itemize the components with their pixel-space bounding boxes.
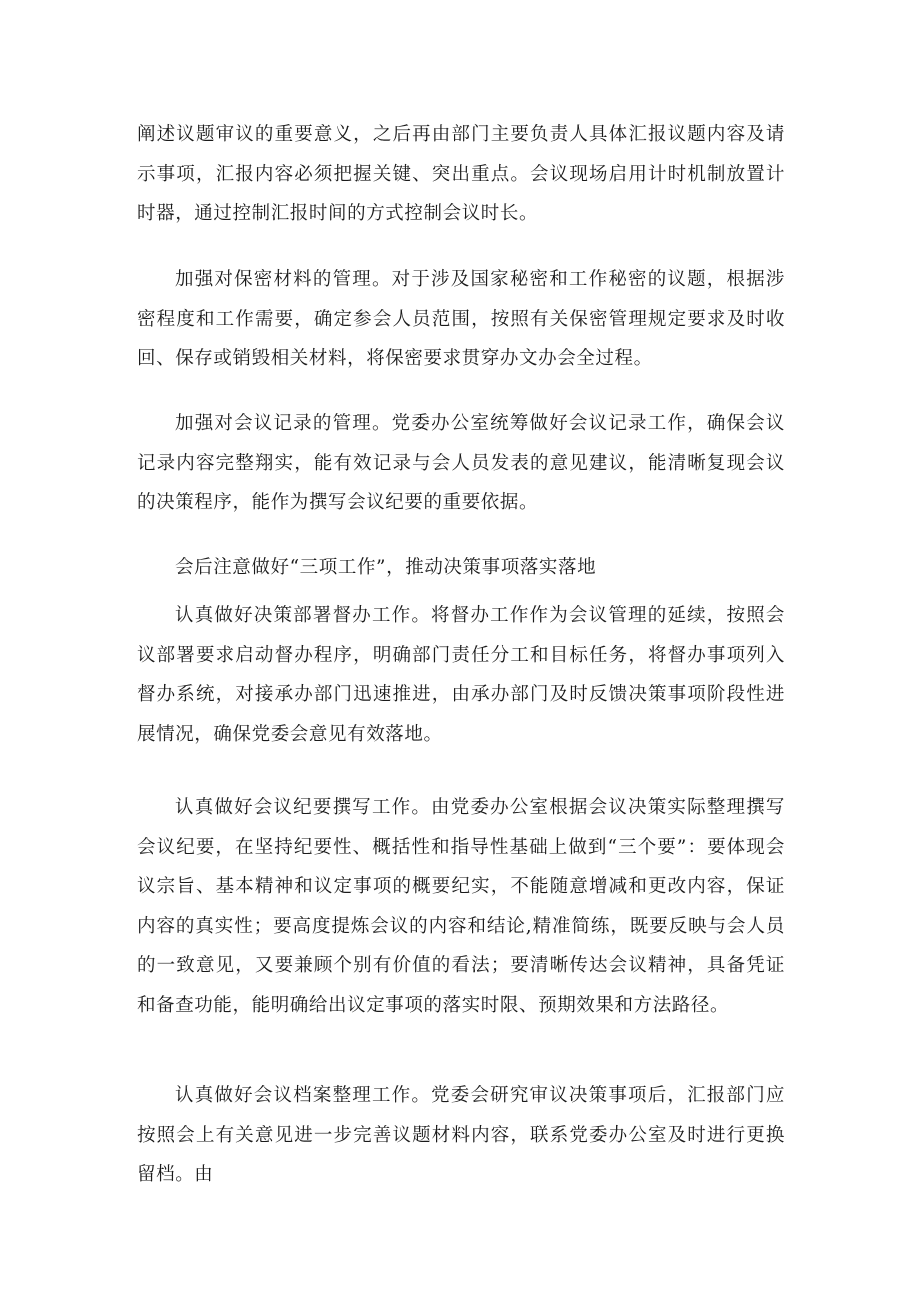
- paragraph-meeting-records: 加强对会议记录的管理。党委办公室统筹做好会议记录工作，确保会议记录内容完整翔实，能有效记录与会人员发表的意见建议，能清晰复现会议的决策程序，能作为撰写会议纪要的重要依据。: [137, 413, 785, 513]
- paragraph-meeting-minutes: 认真做好会议纪要撰写工作。由党委办公室根据会议决策实际整理撰写会议纪要，在坚持纪要性、概括性和指导性基础上做到“三个要”：要体现会议宗旨、基本精神和议定事项的概要纪实，不能随意增减和更改内容，保证内容的真实性；要高度提炼会议的内容和结论,精准简练，既要反映与会人员的一致意见，又要兼顾个别有价值的看法；要清晰传达会议精神，具备凭证和备查功能，能明确给出议定事项的落实时限、预期效果和方法路径。: [137, 797, 785, 1016]
- section-heading: 会后注意做好“三项工作”，推动决策事项落实落地: [175, 557, 597, 578]
- paragraph-continuation: 阐述议题审议的重要意义，之后再由部门主要负责人具体汇报议题内容及请示事项，汇报内容必须把握关键、突出重点。会议现场启用计时机制放置计时器，通过控制汇报时间的方式控制会议时长。: [137, 124, 785, 224]
- paragraph-archives: 认真做好会议档案整理工作。党委会研究审议决策事项后，汇报部门应按照会上有关意见进一步完善议题材料内容，联系党委办公室及时进行更换留档。由: [137, 1085, 785, 1185]
- paragraph-confidential-materials: 加强对保密材料的管理。对于涉及国家秘密和工作秘密的议题，根据涉密程度和工作需要，确定参会人员范围，按照有关保密管理规定要求及时收回、保存或销毁相关材料，将保密要求贯穿办文办会全过程。: [137, 269, 785, 369]
- paragraph-supervision: 认真做好决策部署督办工作。将督办工作作为会议管理的延续，按照会议部署要求启动督办程序，明确部门责任分工和目标任务，将督办事项列入督办系统，对接承办部门迅速推进，由承办部门及时反馈决策事项阶段性进展情况，确保党委会意见有效落地。: [137, 605, 785, 745]
